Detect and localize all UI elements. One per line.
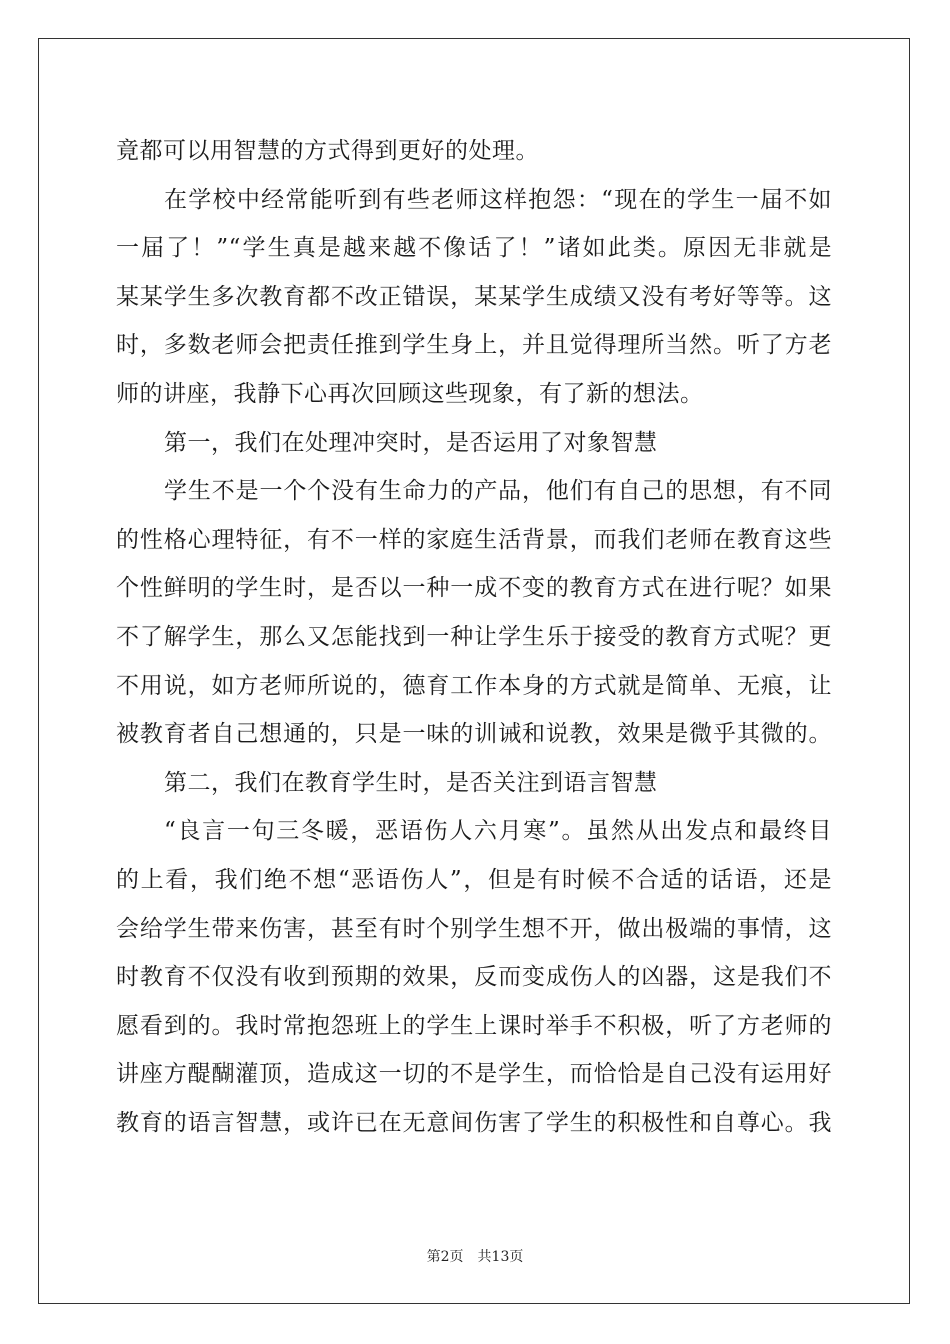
text-line: 的性格心理特征，有不一样的家庭生活背景，而我们老师在教育这些 (116, 526, 832, 553)
text-line: “良言一句三冬暖，恶语伤人六月寒”。虽然从出发点和最终目 (164, 818, 832, 845)
text-line: 学生不是一个个没有生命力的产品，他们有自己的思想，有不同 (164, 478, 832, 505)
text-line: 某某学生多次教育都不改正错误，某某学生成绩又没有考好等等。这 (116, 283, 832, 310)
page-number: 第2页 (426, 1249, 464, 1265)
text-line: 第一，我们在处理冲突时，是否运用了对象智慧 (164, 429, 658, 456)
text-line: 个性鲜明的学生时，是否以一种一成不变的教育方式在进行呢？如果 (116, 575, 832, 602)
text-line: 不用说，如方老师所说的，德育工作本身的方式就是简单、无痕，让 (116, 672, 832, 699)
text-line: 愿看到的。我时常抱怨班上的学生上课时举手不积极，听了方老师的 (116, 1012, 832, 1039)
text-line: 不了解学生，那么又怎能找到一种让学生乐于接受的教育方式呢？更 (116, 623, 832, 650)
page-footer (0, 1246, 950, 1266)
text-line: 教育的语言智慧，或许已在无意间伤害了学生的积极性和自尊心。我 (116, 1109, 832, 1136)
text-line: 时教育不仅没有收到预期的效果，反而变成伤人的凶器，这是我们不 (116, 964, 832, 991)
text-line: 第二，我们在教育学生时，是否关注到语言智慧 (164, 769, 658, 796)
text-line: 被教育者自己想通的，只是一味的训诫和说教，效果是微乎其微的。 (116, 721, 832, 748)
text-line: 在学校中经常能听到有些老师这样抱怨：“现在的学生一届不如 (164, 186, 832, 213)
page-total: 共13页 (477, 1249, 524, 1265)
text-line: 竟都可以用智慧的方式得到更好的处理。 (116, 138, 539, 164)
text-line: 师的讲座，我静下心再次回顾这些现象，有了新的想法。 (116, 380, 704, 407)
text-line: 讲座方醍醐灌顶，造成这一切的不是学生，而恰恰是自己没有运用好 (116, 1061, 832, 1088)
document-body (116, 127, 832, 1147)
text-line: 的上看，我们绝不想“恶语伤人”，但是有时候不合适的话语，还是 (116, 866, 832, 893)
text-line: 一届了！”“学生真是越来越不像话了！”诸如此类。原因无非就是 (116, 235, 832, 262)
text-line: 会给学生带来伤害，甚至有时个别学生想不开，做出极端的事情，这 (116, 915, 832, 942)
text-line: 时，多数老师会把责任推到学生身上，并且觉得理所当然。听了方老 (116, 332, 832, 359)
